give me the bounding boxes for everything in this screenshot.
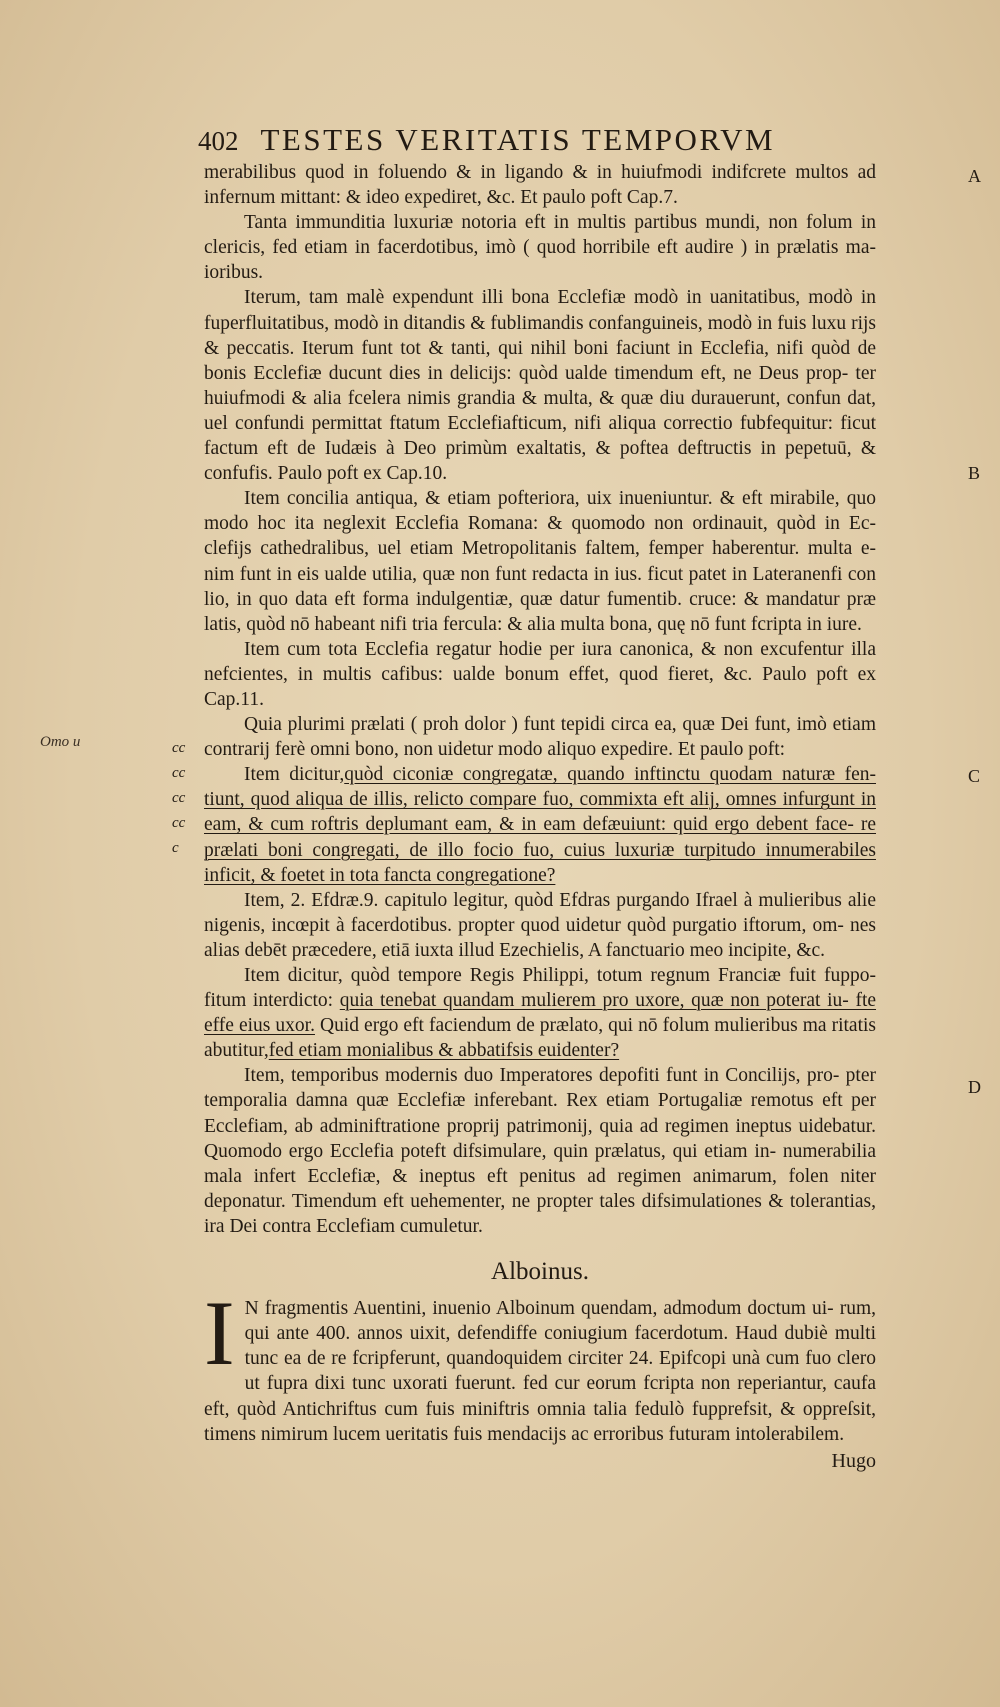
margin-letter-b: B [968,463,981,483]
philippi-lead: Item dicitur, quòd tempore Regis Philippi, totum regnum Franciæ fuit fuppo- fitum interdicto: [204,965,876,1012]
paragraph: Item, temporibus modernis duo Imperatores depofiti funt in Concilijs, pro- pter temporalia damna quæ Ecclefiæ inferebant. Rex etiam Portugaliæ remotus eft per Ecclefiam, ab adminiftratione proprij patrimonij, quia ad regimen ineptus uidebatur. Quomodo ergo Ecclefia poteft difsimulare, quin prælatus, qui etiam in- numerabilia mala infert Ecclefiæ, & ineptus eft penitus ad regimen animarum, folen niter deponatur. Timendum eft uehementer, ne propter tales difsimulationes & tolerantias, ira Dei contra Ecclefiam cumuletur. [204,1065,876,1237]
paragraph: merabilibus quod in foluendo & in ligando & in huiufmodi indifcrete multos ad infernum mittant: & ideo expediret, &c. Et paulo poft Cap.7. [204,162,876,209]
catchword: Hugo [831,1449,876,1472]
paragraph: Item, 2. Efdræ.9. capitulo legitur, quòd Efdras purgando Ifrael à mulieribus alie nigenis, incœpit à facerdotibus. propter quod uidetur quòd purgatio iftorum, om- nes alias debēt præcedere, etiā iuxta illud Ezechielis, A fanctuario meo incipite, &c. [204,889,876,961]
running-head: TESTES VERITATIS TEMPORVM [260,122,776,157]
paragraph: Quia plurimi prælati ( proh dolor ) funt tepidi circa ea, quæ Dei funt, imò etiam contrarij ferè omni bono, non uidetur modo aliquo expedire. Et paulo poft: [204,714,876,761]
quote-mark: cc [172,740,186,756]
margin-letter-c: C [968,766,981,786]
page-number: 402 [198,126,239,156]
philippi-paragraph [204,963,876,1063]
paragraph: Item concilia antiqua, & etiam pofteriora, uix inueniuntur. & eft mirabile, quo modo hoc ita neglexit Ecclefia Romana: & quomodo non ordinauit, quòd in Ec- clefijs cathedralibus, uel etiam Metropolitanis faltem, femper haberentur. multa e- nim funt in eis ualde utilia, quæ non funt redacta in ius. ficut patet in Lateranenfi con lio, in quo data eft forma indulgentiæ, quæ datur fumentib. cruce: & mandatur præ latis, quòd nō habeant nifi tria fercula: & alia multa bona, quę nō funt fcripta in iure. [204,488,876,635]
page-header [198,122,888,158]
quote-mark: cc [172,790,186,806]
section-text: N fragmentis Auentini, inuenio Alboinum quendam, admodum doctum ui- rum, qui ante 400. annos uixit, defendiffe coniugium facerdotum. Haud dubiè multi tunc ea de re fcripferunt, quandoquidem circiter 24. Epifcopi unà cum fuo clero ut fupra dixi tunc uxorati fuerunt. fed cur eorum fcripta non reperiantur, caufa eft, quòd Antichriftus cum fuis miniftris omnia talia fedulò fupprefsit, & oppreſsit, timens nimirum lucem ueritatis fuis mendacijs ac erroribus futuram intolerabilem. [204,1298,876,1445]
quote-mark: cc [172,765,186,781]
paragraph: Tanta immunditia luxuriæ notoria eft in multis partibus mundi, non folum in clericis, fed etiam in facerdotibus, imò ( quod horribile eft audire ) in prælatis ma- ioribus. [204,212,876,284]
quote-lead: Item dicitur, [244,764,345,786]
underlined-passage: fed etiam monialibus & abbatifsis euidenter? [268,1040,620,1062]
paragraph: Iterum, tam malè expendunt illi bona Ecclefiæ modò in uanitatibus, modò in fuperfluitatibus, modò in ditandis & fublimandis confanguineis, modò in fuis luxu rijs & peccatis. Iterum funt tot & tanti, qui nihil boni faciunt in Ecclefia, nifi quòd de bonis Ecclefiæ ducunt dies in delicijs: quòd ualde timendum eft, ne Deus prop- ter huiufmodi & alia fcelera nimis grandia & multa, & quæ diu durauerunt, confun dat, uel confundi permittat ftatum Ecclefiafticum, nifi aliqua correctio fubfequitur: ficut factum eft de Iudæis à Deo primùm exaltatis, & poftea deftructis in pepetuū, & confufis. Paulo poft ex Cap.10. [204,287,876,485]
quote-mark: c [172,840,179,856]
paragraph: Item cum tota Ecclefia regatur hodie per iura canonica, & non excufentur illa nefcientes, in multis cafibus: ualde bonum effet, quod fieret, &c. Paulo poft ex Cap.11. [204,638,876,710]
quote-mark: cc [172,815,186,831]
underlined-passage: quia tenebat quandam mulierem pro uxore, quæ non poterat iu- fte effe eius uxor. [204,990,877,1037]
underlined-quote-paragraph [204,762,876,887]
body-text [204,160,876,1474]
philippi-middle: Quid ergo eft faciendum de prælato, qui nō folum mulieribus ma ritatis abutitur, [204,1015,876,1062]
handwritten-margin-note: Omo u [40,734,81,750]
margin-letter-d: D [968,1077,981,1097]
margin-letter-a: A [968,166,981,186]
drop-cap: I [204,1282,235,1385]
section-paragraph [204,1282,876,1447]
section-heading: Alboinus. [491,1258,589,1286]
underlined-passage: quòd ciconiæ congregatæ, quando inftinctu quodam naturæ fen- tiunt, quod aliqua de illis, relicto compare fuo, commixta eft alij, omnes infurgunt in eam, & cum roftris deplumant eam, & in eam defæuiunt: quid ergo debent face- re prælati boni congregati, de illo focio fuo, cuius luxuriæ turpitudo innumerabiles inficit, & foetet in tota fancta congregatione? [204,764,876,886]
